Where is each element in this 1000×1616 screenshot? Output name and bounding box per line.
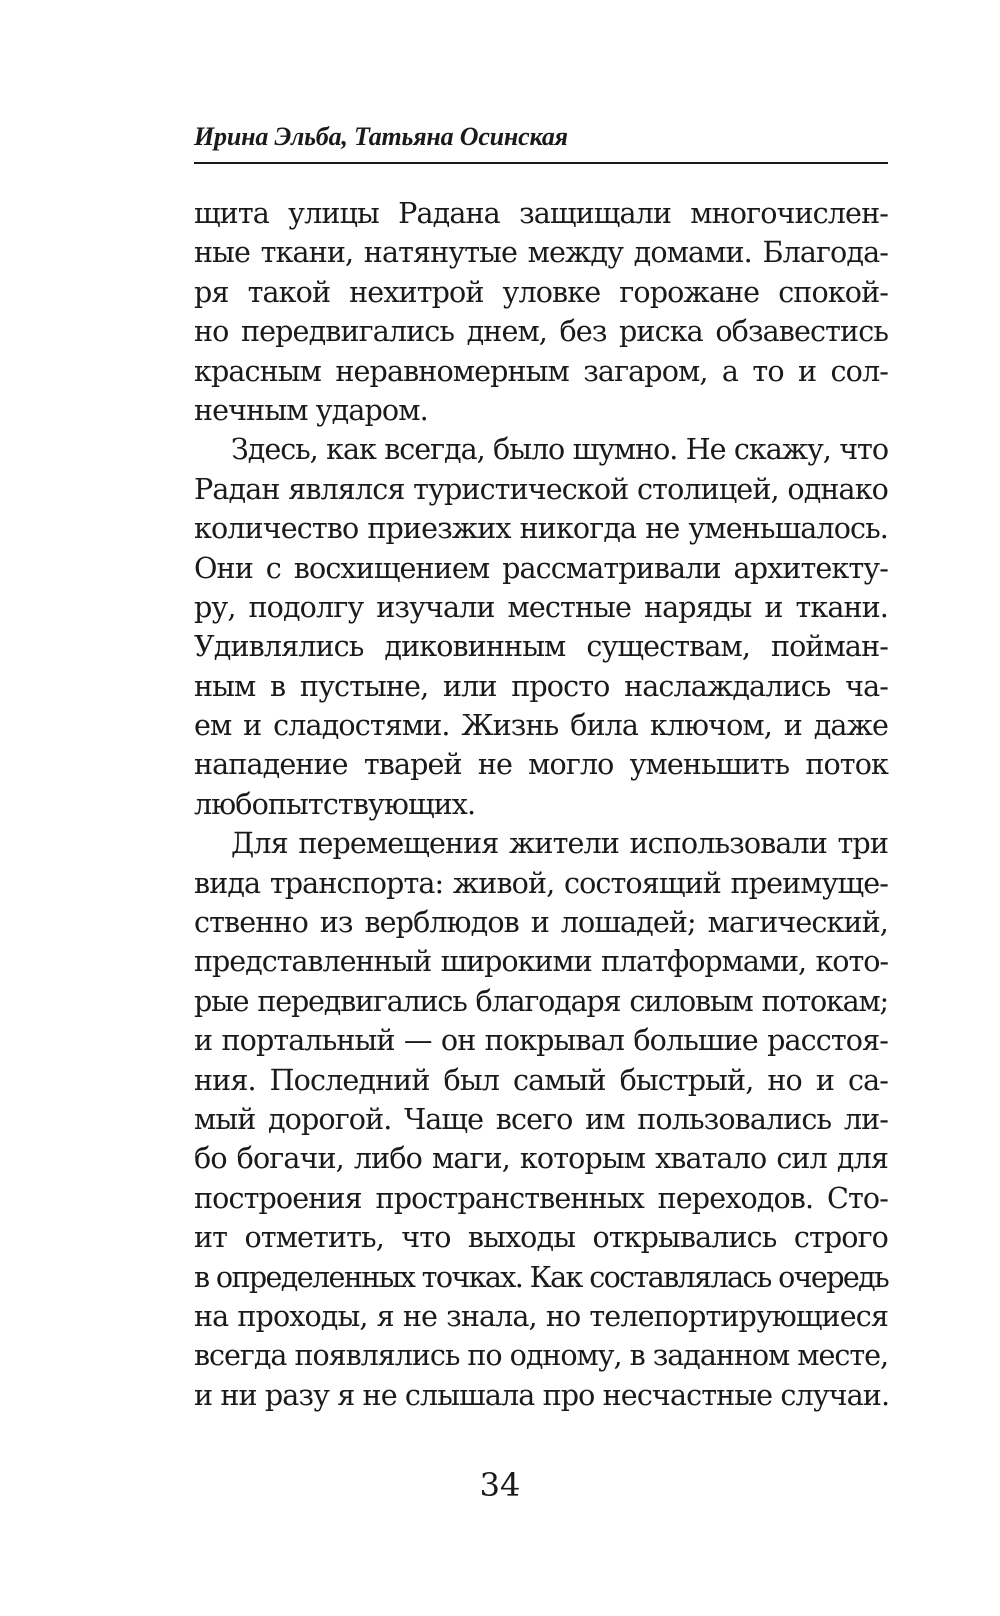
text-line: Для перемещения жители использовали три <box>231 826 888 861</box>
text-line: бо богачи, либо маги, которым хватало сил для <box>194 1141 888 1176</box>
text-line: на проходы, я не знала, но телепортирующиеся <box>194 1298 888 1333</box>
text-line: вида транспорта: живой, состоящий преимуще- <box>194 865 888 900</box>
text-line: Радан являлся туристической столицей, однако <box>194 471 888 506</box>
text-line: ит отметить, что выходы открывались строго <box>194 1220 888 1255</box>
text-line: Удивлялись диковинным существам, пойман- <box>194 629 888 664</box>
body-text <box>194 194 888 1415</box>
text-line: ным в пустыне, или просто наслаждались ча- <box>194 668 888 703</box>
text-line: и ни разу я не слышала про несчастные случаи. <box>194 1377 890 1412</box>
text-line: ем и сладостями. Жизнь била ключом, и даже <box>194 708 888 743</box>
text-line: представленный широкими платформами, кото- <box>194 944 888 979</box>
text-line: нечным ударом. <box>194 392 428 427</box>
text-line: мый дорогой. Чаще всего им пользовались ли- <box>194 1101 888 1136</box>
text-line: построения пространственных переходов. Сто- <box>194 1180 888 1215</box>
text-line: щита улицы Радана защищали многочислен- <box>194 196 888 230</box>
running-head-authors: Ирина Эльба, Татьяна Осинская <box>194 122 568 151</box>
text-line: ря такой нехитрой уловке горожане спокой- <box>194 274 888 309</box>
text-line: в определенных точках. Как составлялась очередь <box>194 1259 888 1294</box>
page-number: 34 <box>479 1466 521 1504</box>
text-line: красным неравномерным загаром, а то и сол- <box>194 353 888 388</box>
text-line: ру, подолгу изучали местные наряды и ткани. <box>194 589 888 624</box>
text-line: любопытствующих. <box>194 786 476 821</box>
text-line: ные ткани, натянутые между домами. Благода- <box>194 235 888 270</box>
text-line: Они с восхищением рассматривали архитекту- <box>194 550 888 585</box>
text-line: рые передвигались благодаря силовым потокам; <box>194 983 888 1018</box>
text-line: всегда появлялись по одному, в заданном месте, <box>194 1338 888 1373</box>
text-line: количество приезжих никогда не уменьшалось. <box>194 511 888 546</box>
text-line: Здесь, как всегда, было шумно. Не скажу, что <box>231 432 888 467</box>
text-line: ственно из верблюдов и лошадей; магический, <box>194 905 888 940</box>
header-rule <box>194 162 888 164</box>
text-line: и портальный — он покрывал большие расстоя- <box>194 1023 888 1058</box>
text-line: ния. Последний был самый быстрый, но и са- <box>194 1062 888 1097</box>
text-line: нападение тварей не могло уменьшить поток <box>194 747 888 782</box>
text-line: но передвигались днем, без риска обзавестись <box>194 314 888 349</box>
